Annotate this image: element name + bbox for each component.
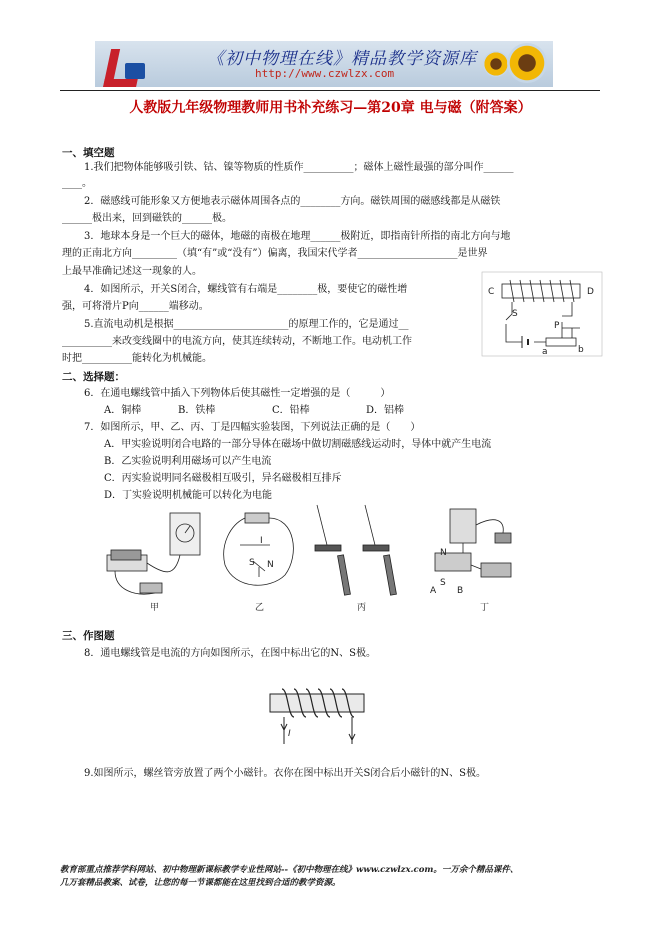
figure-label-bing: 丙	[357, 603, 367, 613]
label-s: S	[512, 309, 518, 319]
q1-line-a: 1.我们把物体能够吸引铁、钴、镍等物质的性质作__________；磁体上磁性最强的部分叫作______	[84, 162, 514, 173]
header-rule	[60, 90, 600, 91]
q5-line-b: __________来改变线圈中的电流方向，使其连续转动，不断地工作。电动机工作	[62, 336, 412, 347]
q5-line-c: 时把__________能转化为机械能。	[62, 353, 212, 364]
sunflower-icon	[507, 43, 547, 83]
label-d: D	[587, 287, 594, 297]
label-c: C	[488, 287, 495, 297]
header-banner	[95, 41, 553, 87]
page-footer	[60, 864, 518, 890]
site-logo-mark-icon	[125, 63, 145, 79]
label-b: b	[578, 345, 584, 355]
q6-option-b: B．铁棒	[178, 405, 216, 416]
solenoid-circuit-figure	[482, 272, 602, 356]
experiment-figures	[95, 505, 535, 615]
figure-yi-label-s: S	[249, 558, 255, 568]
figure-yi	[224, 513, 294, 585]
figure-ding-label-b: B	[457, 586, 464, 596]
q6-option-c: C．铅棒	[272, 405, 310, 416]
figure-label-yi: 乙	[255, 603, 265, 613]
footer-line-1: 教育部重点推荐学科网站、初中物理新课标教学专业性网站--《初中物理在线》www.czwlzx.com。一万余个精品课件、	[60, 865, 519, 875]
figure-ding-label-a: A	[430, 586, 437, 596]
document-title: 人教版九年级物理教师用书补充练习—第20章 电与磁（附答案）	[129, 100, 532, 116]
label-p: P	[554, 321, 560, 331]
footer-line-2: 几万套精品教案、试卷，让您的每一节课都能在这里找到合适的教学资源。	[60, 878, 341, 888]
section3-heading: 三、作图题	[62, 630, 115, 642]
q7-option-c: C．丙实验说明同名磁极相互吸引，异名磁极相互排斥	[104, 473, 342, 484]
banner-url[interactable]: http://www.czwlzx.com	[255, 67, 395, 80]
q3-line-b: 理的正南北方向_________（填“有”或“没有”）偏离，我国宋代学者____________________是世界	[62, 248, 488, 259]
section1-heading: 一、填空题	[62, 147, 115, 159]
q9-text: 9.如图所示，螺丝管旁放置了两个小磁针。衣你在图中标出开关S闭合后小磁针的N、S极。	[84, 768, 486, 779]
sunflower-small-icon	[483, 51, 509, 77]
rheostat	[546, 338, 576, 346]
q2-line-b: ______极出来，回到磁铁的______极。	[62, 213, 232, 224]
q5-line-a: 5.直流电动机是根据_______________________的原理工作的，它是通过__	[84, 319, 409, 330]
q3-line-a: 3．地球本身是一个巨大的磁体，地磁的南极在地理______极附近，即指南针所指的南北方向与地	[84, 231, 511, 242]
figure-ding	[435, 509, 511, 577]
figure-label-jia: 甲	[150, 603, 160, 613]
q6-option-a: A．铜棒	[104, 405, 142, 416]
figure-ding-label-n: N	[440, 548, 447, 558]
q4-line-b: 强，可将滑片P向______端移动。	[62, 301, 209, 312]
section2-heading: 二、选择题：	[62, 371, 125, 383]
q6-text: 6．在通电螺线管中插入下列物体后使其磁性一定增强的是（ ）	[84, 388, 391, 399]
q2-line-a: 2．磁感线可能形象又方便地表示磁体周围各点的________方向。磁铁周围的磁感线都是从磁铁	[84, 196, 501, 207]
q8-leads	[284, 717, 352, 744]
q7-option-d: D．丁实验说明机械能可以转化为电能	[104, 490, 273, 501]
q8-solenoid-figure	[262, 684, 372, 750]
banner-title: 《初中物理在线》精品教学资源库	[207, 49, 477, 69]
figure-jia	[107, 513, 200, 594]
q4-line-a: 4．如图所示，开关S闭合，螺线管有右端是________极，要使它的磁性增	[84, 284, 408, 295]
q1-line-b: ____。	[62, 178, 92, 189]
figure-ding-label-s: S	[440, 578, 446, 588]
q7-option-a: A．甲实验说明闭合电路的一部分导体在磁场中做切割磁感线运动时，导体中就产生电流	[104, 439, 492, 450]
q7-option-b: B．乙实验说明利用磁场可以产生电流	[104, 456, 272, 467]
q3-line-c: 上最早准确记述这一现象的人。	[62, 266, 202, 277]
figure-yi-label-i: I	[260, 536, 263, 546]
label-a: a	[542, 347, 548, 357]
q7-text: 7．如图所示，甲、乙、丙、丁是四幅实验装图，下列说法正确的是（ ）	[84, 422, 421, 433]
figure-bing	[315, 505, 396, 595]
figure-yi-label-n: N	[267, 560, 274, 570]
q8-current-label: I	[288, 729, 291, 739]
q8-text: 8．通电螺线管是电流的方向如图所示，在图中标出它的N、S极。	[84, 648, 376, 659]
q6-option-d: D．铝棒	[366, 405, 405, 416]
circuit-wires	[506, 302, 580, 342]
figure-label-ding: 丁	[480, 603, 490, 613]
